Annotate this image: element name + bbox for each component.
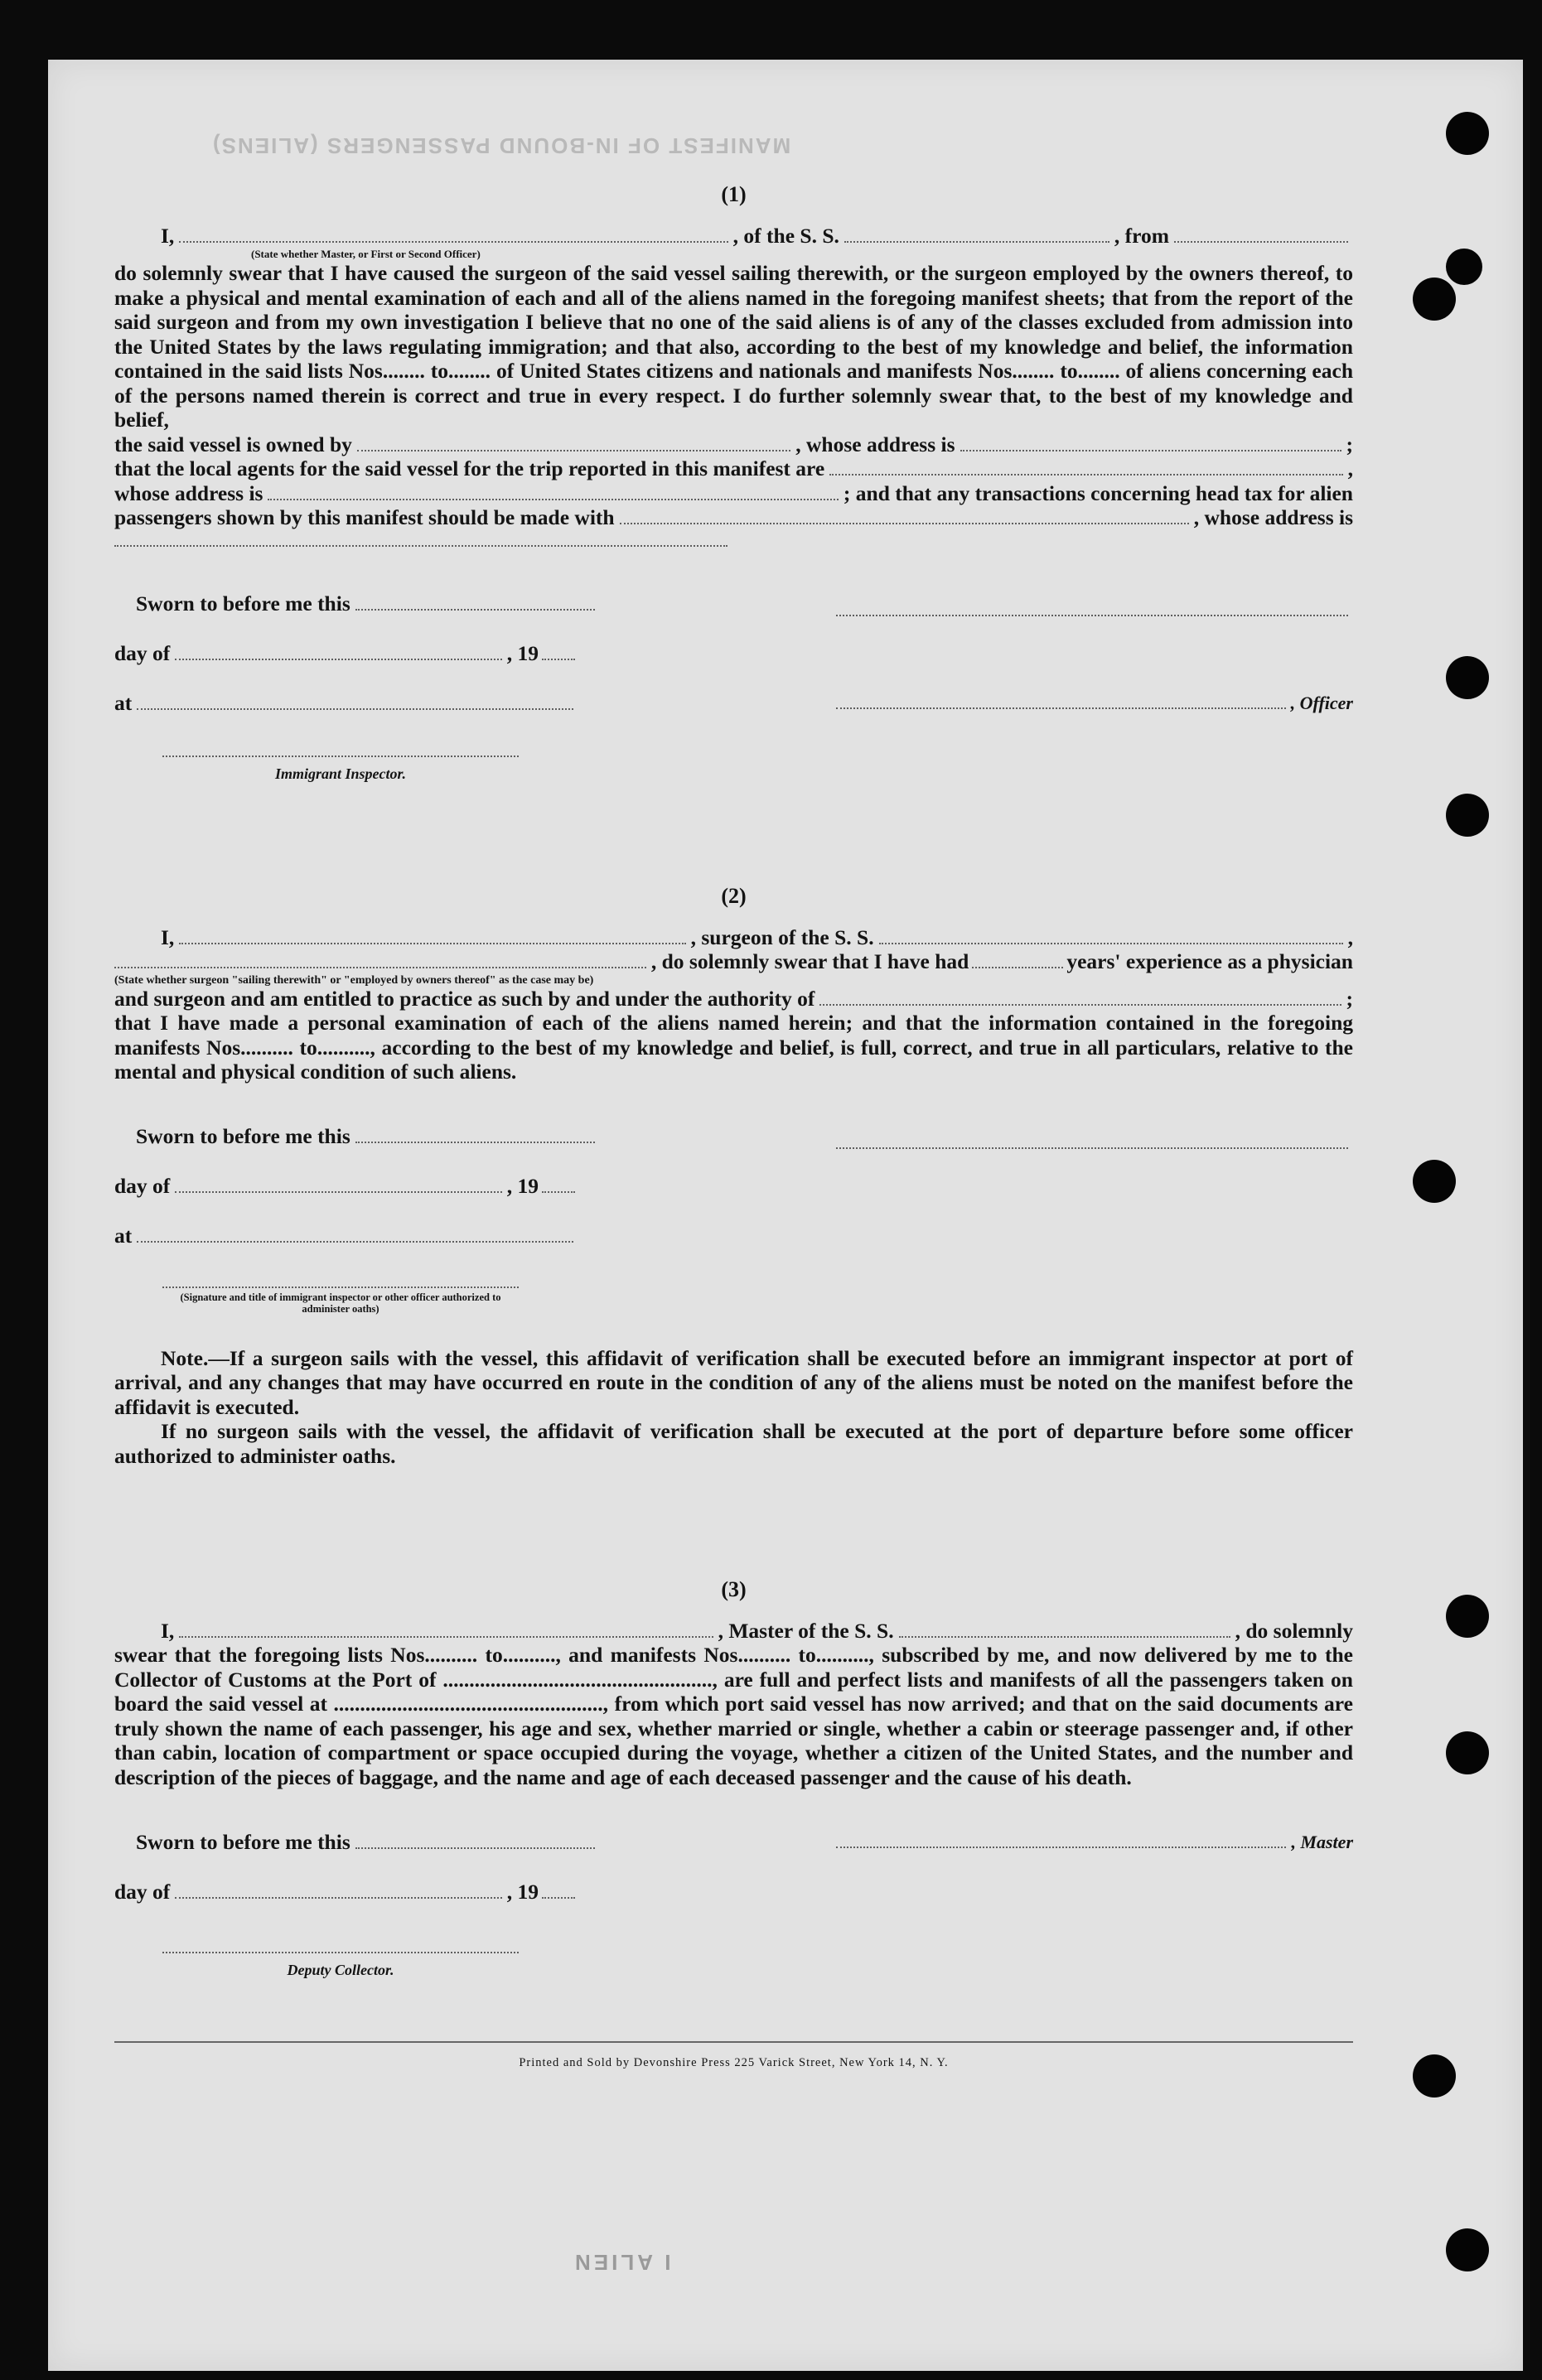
section-2-line-1: I, , surgeon of the S. S. , — [161, 924, 1353, 949]
surgeon-name-field[interactable] — [179, 928, 685, 944]
punch-hole — [1446, 249, 1482, 285]
section-1-at-row: at , Officer — [114, 691, 1353, 715]
master-name-field[interactable] — [179, 1621, 713, 1638]
authority-field[interactable] — [819, 989, 1341, 1006]
footer-divider — [114, 2041, 1353, 2043]
head-tax-address-field[interactable] — [114, 530, 727, 547]
section-2-day-row: day of , 19 — [114, 1149, 1353, 1199]
section-1-caption: (State whether Master, or First or Second Officer) — [251, 248, 481, 260]
inspector-signature-field[interactable] — [162, 741, 519, 757]
section-2-at-row: at — [114, 1199, 1353, 1248]
year-field[interactable] — [542, 1882, 575, 1899]
years-experience-field[interactable] — [972, 952, 1063, 968]
section-1-paragraph: do solemnly swear that I have caused the surgeon of the said vessel sailing therewith, or the surgeon employed by the owners thereof, to make a physical and mental examination of each and all of the aliens named in the foregoing manifest sheets; that from the report of the said surgeon and from my own investigation I believe that no one of the said aliens is of any of the classes excluded from admission into the United States by the laws regulating immigration; and that also, according to the best of my knowledge and belief, the information contained in the said lists Nos........ to........ of United States citizens and nationals and manifests Nos........ to........ of aliens concerning each of the persons named therein is correct and true in every respect. I do further solemnly swear that, to the best of my knowledge and belief, — [114, 261, 1353, 432]
bleed-through-stamp: I ALIEN — [572, 2250, 671, 2275]
deputy-collector-signature-field[interactable] — [162, 1937, 519, 1953]
place-field[interactable] — [137, 1226, 573, 1243]
punch-hole — [1446, 656, 1489, 699]
head-tax-line: passengers shown by this manifest should be made with , whose address is — [114, 505, 1353, 529]
section-3-day-row: day of , 19 — [114, 1854, 1353, 1904]
punch-hole — [1446, 112, 1489, 155]
head-tax-address-line — [114, 530, 1353, 547]
year-field[interactable] — [542, 1176, 575, 1193]
signature-field[interactable] — [836, 600, 1348, 616]
vessel-name-field[interactable] — [844, 226, 1109, 243]
month-field[interactable] — [175, 1176, 501, 1193]
master-vessel-field[interactable] — [899, 1621, 1230, 1638]
place-field[interactable] — [137, 693, 573, 710]
agent-address-line: whose address is ; and that any transactions concerning head tax for alien — [114, 480, 1353, 505]
month-field[interactable] — [175, 1882, 501, 1899]
punch-hole — [1413, 1160, 1456, 1203]
section-3-paragraph: swear that the foregoing lists Nos.......... to.........., and manifests Nos.......... to.........., subscribed by me, and now delivered by me to the Collector of Customs at the Port of ..................................................., are full and perfect lists and manifests of all the passengers taken on board the said vessel at ..................................................., from which port said vessel has now arrived; and that on the said documents are truly shown the name of each passenger, his age and sex, whether married or single, whether a cabin or steerage passenger and, if other than cabin, location of compartment or space occupied during the voyage, whether a citizen of the United States, and the number and description of the pieces of baggage, and the name and age of each deceased passenger and the cause of his death. — [114, 1643, 1353, 1789]
year-field[interactable] — [542, 644, 575, 660]
section-3-number: (3) — [721, 1577, 747, 1601]
month-field[interactable] — [175, 644, 501, 660]
section-2-paragraph: that I have made a personal examination of each of the aliens named herein; and that the information contained in the foregoing manifests Nos.......... to.........., according to the best of my knowledge and belief, is full, correct, and true in all particulars, relative to the mental and physical condition of such aliens. — [114, 1011, 1353, 1084]
bleed-through-header: MANIFEST OF IN-BOUND PASSENGERS (ALIENS) — [211, 133, 791, 158]
local-agents-line: that the local agents for the said vessel for the trip reported in this manifest are , — [114, 456, 1353, 480]
section-1-sworn-row: Sworn to before me this — [114, 567, 1353, 616]
local-agents-field[interactable] — [829, 459, 1342, 476]
sworn-day-field[interactable] — [355, 594, 595, 611]
punch-hole — [1446, 1731, 1489, 1774]
owner-address-field[interactable] — [960, 435, 1341, 451]
punch-hole — [1413, 2054, 1456, 2098]
form-content — [114, 124, 1353, 2075]
section-2-caption: (State whether surgeon "sailing therewith" or "employed by owners thereof" as the case may be) — [114, 973, 594, 987]
sworn-day-field[interactable] — [355, 1832, 595, 1849]
officer-signature-field[interactable] — [836, 693, 1286, 709]
note-paragraph-2: If no surgeon sails with the vessel, the affidavit of verification shall be executed at the port of departure before some officer authorized to administer oaths. — [114, 1419, 1353, 1468]
authority-line: and surgeon and am entitled to practice as such by and under the authority of ; — [114, 986, 1353, 1011]
surgeon-vessel-field[interactable] — [879, 928, 1343, 944]
inspector-signature-block: Immigrant Inspector. — [162, 741, 519, 787]
surgeon-signature-field[interactable] — [836, 1132, 1348, 1149]
from-port-field[interactable] — [1174, 226, 1348, 243]
section-2-sworn-row: Sworn to before me this — [114, 1099, 1353, 1149]
section-3-line-1: I, , Master of the S. S. , do solemnly — [161, 1618, 1353, 1643]
sworn-day-field[interactable] — [355, 1127, 595, 1143]
punch-hole — [1446, 2228, 1489, 2271]
surgeon-status-field[interactable] — [114, 952, 646, 968]
authorized-officer-signature-block: (Signature and title of immigrant inspector or other officer authorized to administer oaths) — [162, 1272, 519, 1315]
head-tax-contact-field[interactable] — [620, 508, 1189, 524]
authorized-officer-signature-field[interactable] — [162, 1272, 519, 1288]
punch-hole — [1413, 278, 1456, 321]
section-3-sworn-row: Sworn to before me this , Master — [136, 1829, 1353, 1854]
owner-field[interactable] — [357, 435, 790, 451]
printer-footer: Printed and Sold by Devonshire Press 225 Varick Street, New York 14, N. Y. — [519, 2055, 949, 2069]
agent-address-field[interactable] — [268, 484, 838, 500]
note-paragraph-1: Note.—If a surgeon sails with the vessel, this affidavit of verification shall be executed before an immigrant inspector at port of arrival, and any changes that may have occurred en route in the condition of any of the aliens must be noted on the manifest before the affidavit is executed. — [114, 1345, 1353, 1419]
punch-hole — [1446, 1595, 1489, 1638]
deputy-collector-signature-block: Deputy Collector. — [162, 1937, 519, 1983]
officer-name-field[interactable] — [179, 226, 727, 243]
note-block — [114, 1346, 1353, 1469]
section-1-number: (1) — [721, 182, 747, 206]
section-2-number: (2) — [721, 884, 747, 908]
owned-by-line: the said vessel is owned by , whose address is ; — [114, 432, 1353, 456]
section-1-line-1: I, , of the S. S. , from — [114, 224, 1353, 249]
punch-hole — [1446, 794, 1489, 837]
section-2-line-2: , do solemnly swear that I have had years' experience as a physician — [114, 949, 1353, 974]
section-1-day-row: day of , 19 — [114, 616, 1353, 666]
master-signature-field[interactable] — [836, 1832, 1286, 1848]
